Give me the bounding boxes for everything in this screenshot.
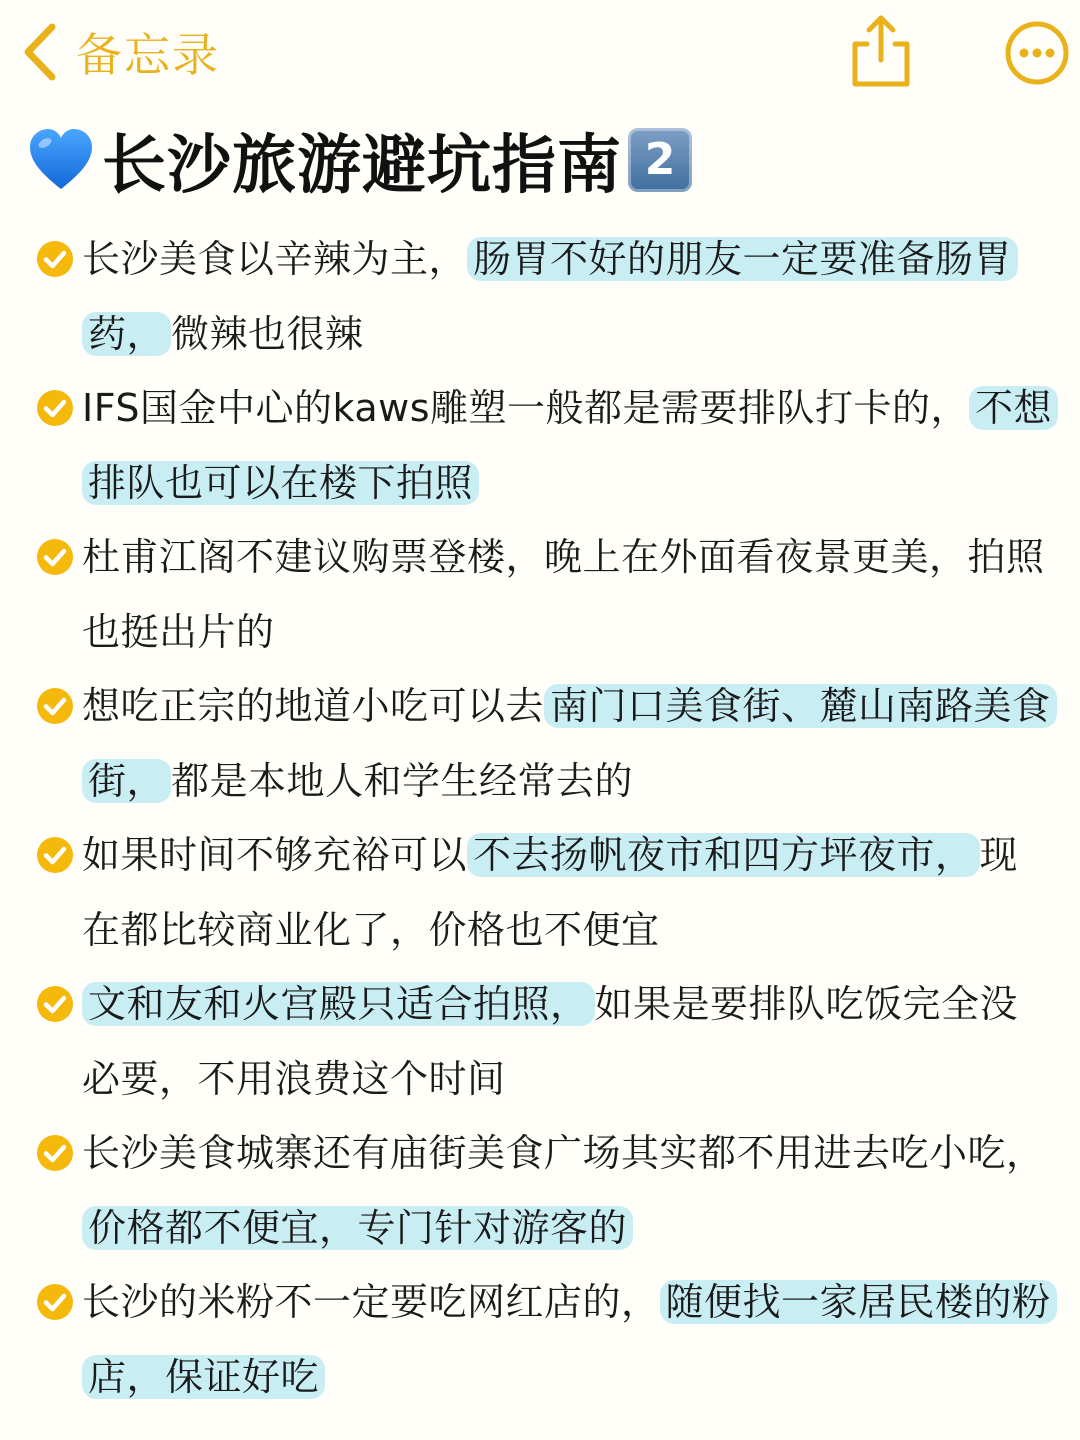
- list-item: [36, 967, 1056, 1116]
- item-text: IFS国金中心的kaws雕塑一般都是需要排队打卡的，: [82, 386, 970, 430]
- chevron-left-icon: [22, 23, 58, 81]
- navigation-bar: [0, 0, 1080, 108]
- blue-heart-icon: [28, 127, 94, 193]
- keycap-two-emoji: 2: [628, 128, 692, 192]
- item-text: 杜甫江阁不建议购票登楼，晚上在外面看夜景更美，拍照也挺出片的: [82, 535, 1045, 654]
- item-text: 都是本地人和学生经常去的: [171, 758, 634, 803]
- item-highlight: 随便找一家居民楼的粉店，保证好吃: [82, 1280, 1057, 1399]
- item-text: 现在都比较商业化了，价格也不便宜: [82, 833, 1019, 952]
- list-item: [36, 1265, 1056, 1414]
- list-item: [36, 222, 1056, 371]
- note-title-text: 长沙旅游避坑指南: [102, 129, 622, 203]
- item-text: 微辣也很辣: [171, 311, 364, 356]
- item-text: 长沙美食以辛辣为主，: [82, 237, 468, 281]
- list-item: [36, 1116, 1056, 1265]
- item-highlight: 肠胃不好的朋友一定要准备肠胃药，: [82, 237, 1018, 356]
- tips-list: [36, 222, 1056, 1414]
- item-text: 如果是要排队吃饭完全没必要，不用浪费这个时间: [82, 982, 1019, 1101]
- more-options-icon[interactable]: [1004, 20, 1070, 86]
- item-highlight: 不想排队也可以在楼下拍照: [82, 386, 1058, 505]
- item-text: 长沙美食城寨还有庙街美食广场其实都不用进去吃小吃，: [82, 1131, 1045, 1175]
- item-highlight: 不去扬帆夜市和四方坪夜市，: [467, 833, 980, 877]
- check-circle-icon: [36, 1134, 74, 1172]
- item-highlight: 价格都不便宜，专门针对游客的: [82, 1206, 633, 1250]
- item-highlight: 文和友和火宫殿只适合拍照，: [82, 982, 595, 1026]
- check-circle-icon: [36, 240, 74, 278]
- list-item: [36, 371, 1056, 520]
- item-highlight: 南门口美食街、麓山南路美食街，: [82, 684, 1057, 803]
- list-item: [36, 818, 1056, 967]
- back-label: 备忘录: [76, 28, 220, 82]
- check-circle-icon: [36, 389, 74, 427]
- list-item: [36, 520, 1056, 669]
- item-text: 长沙的米粉不一定要吃网红店的，: [82, 1280, 660, 1324]
- item-text: 如果时间不够充裕可以: [82, 833, 468, 877]
- item-text: 想吃正宗的地道小吃可以去: [82, 684, 545, 728]
- check-circle-icon: [36, 1283, 74, 1321]
- list-item: [36, 669, 1056, 818]
- share-icon[interactable]: [850, 14, 912, 88]
- check-circle-icon: [36, 687, 74, 725]
- note-title: [28, 120, 692, 203]
- check-circle-icon: [36, 836, 74, 874]
- back-button[interactable]: [22, 20, 220, 84]
- check-circle-icon: [36, 538, 74, 576]
- check-circle-icon: [36, 985, 74, 1023]
